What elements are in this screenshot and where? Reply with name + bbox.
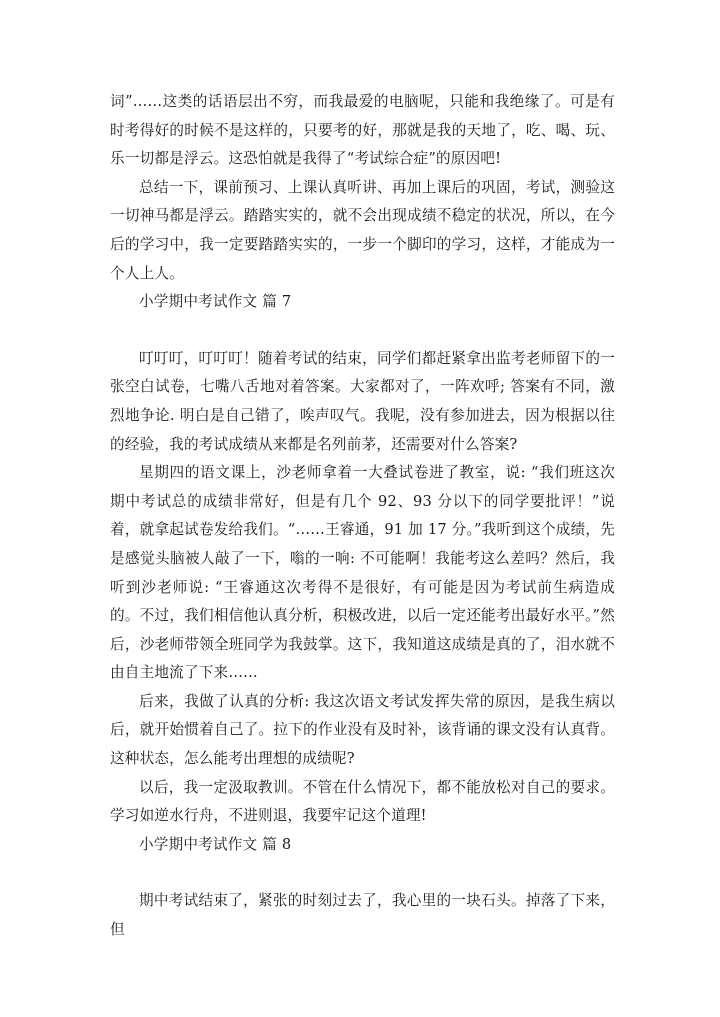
section-gap [110, 317, 615, 345]
section-heading-7: 小学期中考试作文 篇 7 [139, 293, 292, 311]
document-page [110, 88, 615, 945]
paragraph-summary: 总结一下，课前预习、上课认真听讲、再加上课后的巩固，考试，测验这一切神马都是浮云。踏踏实实的，就不会出现成绩不稳定的状况，所以，在今后的学习中，我一定要踏踏实实的，一步一个脚印的学习，这样，才能成为一个人上人。 [110, 178, 615, 282]
paragraph-8-1: 期中考试结束了，紧张的时刻过去了，我心里的一块石头。掉落了下来，但 [110, 892, 615, 939]
paragraph-7-3: 后来，我做了认真的分析: 我这次语文考试发挥失常的原因，是我生病以后，就开始惯着自己了。拉下的作业没有及时补，该背诵的课文没有认真背。这种状态，怎么能考出理想的成绩呢? [110, 692, 615, 768]
paragraph-continued: 词”……这类的话语层出不穷，而我最爱的电脑呢，只能和我绝缘了。可是有时考得好的时候不是这样的，只要考的好，那就是我的天地了，吃、喝、玩、乐一切都是浮云。这恐怕就是我得了“考试综合症”的原因吧! [110, 93, 615, 168]
paragraph-7-4: 以后，我一定汲取教训。不管在什么情况下，都不能放松对自己的要求。学习如逆水行舟，不进则退，我要牢记这个道理! [110, 778, 615, 825]
section-heading-8: 小学期中考试作文 篇 8 [139, 835, 292, 853]
paragraph-7-1: 叮叮叮，叮叮叮！随着考试的结束，同学们都赶紧拿出监考老师留下的一张空白试卷，七嘴八舌地对着答案。大家都对了，一阵欢呼; 答案有不同，激烈地争论. 明白是自己错了，唉声叹气。我呢，没有参加进去，因为根据以往的经验，我的考试成绩从来都是名列前茅，还需要对什么答案? [110, 349, 615, 453]
section-gap [110, 859, 615, 887]
paragraph-7-2: 星期四的语文课上，沙老师拿着一大叠试卷进了教室，说: “我们班这次期中考试总的成绩非常好，但是有几个 92、93 分以下的同学要批评！”说着，就拿起试卷发给我们。“……王睿通，91 加 17 分。”我听到这个成绩，先是感觉头脑被人敲了一下，嗡的一响: 不可能啊！我能考这么差吗？然后，我听到沙老师说: “王睿通这次考得不是很好，有可能是因为考试前生病造成的。不过，我们相信他认真分析，积极改进，以后一定还能考出最好水平。”然后，沙老师带领全班同学为我鼓掌。这下，我知道这成绩是真的了，泪水就不由自主地流了下来…… [110, 464, 615, 682]
